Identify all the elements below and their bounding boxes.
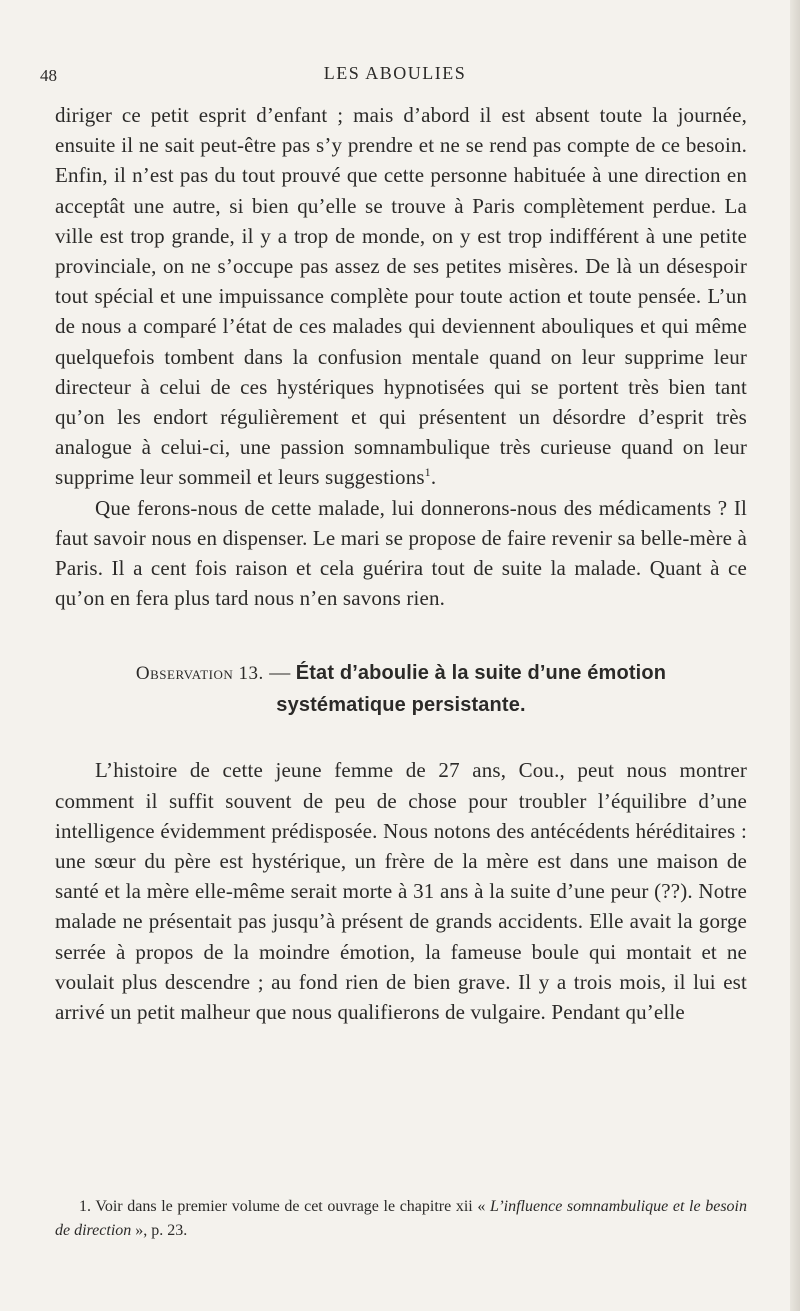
paragraph-continued [55, 100, 747, 493]
page-number: 48 [40, 66, 57, 85]
observation-dash: — [263, 660, 296, 685]
paragraph-1-text: diriger ce petit esprit d’enfant ; mais d’abord il est absent toute la journée, ensuite il ne sait peut-être pas s’y prendre et ne se rend pas compte de ce besoin. Enfin, il n’est pas du tout prouvé que cette personne habituée à une direction en acceptât une autre, si bien qu’elle se trouve à Paris complètement perdue. La ville est trop grande, il y a trop de monde, on y est trop indifférent à une petite provinciale, on ne s’occupe pas assez de ses petites misères. De là un désespoir tout spécial et une impuissance complète pour toute action et toute pensée. L’un de nous a comparé l’état de ces malades qui deviennent abouliques et qui même quelquefois tombent dans la confusion mentale quand on leur supprime leur directeur à celui de ces hystériques hypnotisées qui se portent très bien tant qu’on les endort régulièrement et qui présentent un désordre d’esprit très analogue à celui-ci, une passion somnambulique très curieuse quand on leur supprime leur sommeil et leurs suggestions [55, 103, 747, 490]
footnote-number: 1. [79, 1198, 91, 1215]
footnote-end: », p. 23. [131, 1222, 188, 1239]
running-head: LES ABOULIES [323, 63, 467, 83]
footnote [55, 1195, 747, 1243]
paragraph-1-end: . [430, 465, 437, 490]
observation-label: Observation 13. [135, 663, 264, 685]
observation-title-line-2: systématique persistante. [276, 694, 526, 717]
page-edge [790, 0, 800, 1311]
paragraph-2: Que ferons-nous de cette malade, lui donnerons-nous des médicaments ? Il faut savoir nous en dispenser. Le mari se propose de faire revenir sa belle-mère à Paris. Il a cent fois raison et cela guérira tout de suite la malade. Quant à ce qu’on en fera plus tard nous n’en savons rien. [55, 495, 747, 611]
observation-title-line-1: État d’aboulie à la suite d’une émotion [295, 662, 667, 685]
page-header [40, 60, 750, 90]
page-body [55, 100, 747, 1027]
footnote-text: Voir dans le premier volume de cet ouvrage le chapitre xii « [91, 1198, 491, 1215]
footnote-italic-title: L’influence somnambulique et le besoin de direction [55, 1198, 747, 1239]
paragraph-3: L’histoire de cette jeune femme de 27 ans, Cou., peut nous montrer comment il suffit souvent de peu de chose pour troubler l’équilibre d’une intelligence évidemment prédisposée. Nous notons des antécédents héréditaires : une sœur du père est hystérique, un frère de la mère est dans une maison de santé et la mère elle-même serait morte à 31 ans à la suite d’une peur (??). Notre malade ne présentait pas jusqu’à présent de grands accidents. Elle avait la gorge serrée à propos de la moindre émotion, la fameuse boule qui montait et ne voulait plus descendre ; au fond rien de bien grave. Il y a trois mois, il lui est arrivé un petit malheur que nous qualifierons de vulgaire. Pendant qu’elle [55, 758, 747, 1025]
observation-heading [55, 657, 747, 721]
footnote-ref: 1 [424, 465, 431, 480]
